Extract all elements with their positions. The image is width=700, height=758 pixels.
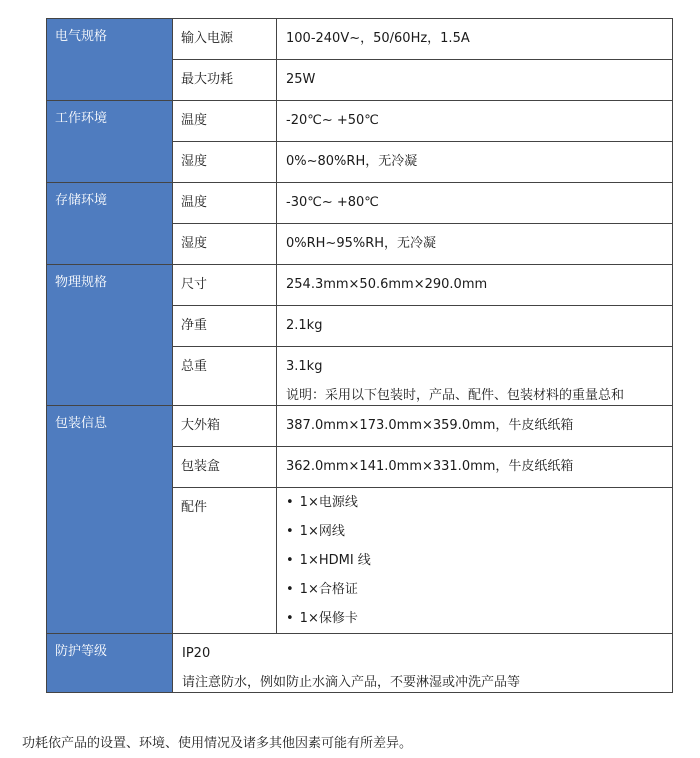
list-item: • 1×HDMI 线 — [286, 546, 672, 575]
category-electrical: 电气规格 — [47, 19, 173, 101]
row-value: -30℃~ +80℃ — [277, 183, 673, 224]
footnote: 功耗依产品的设置、环境、使用情况及诸多其他因素可能有所差异。 — [22, 736, 413, 751]
protection-note: 请注意防水，例如防止水滴入产品，不要淋湿或冲洗产品等 — [182, 675, 521, 690]
row-value: 0%~80%RH，无冷凝 — [277, 142, 673, 183]
row-value: 387.0mm×173.0mm×359.0mm，牛皮纸纸箱 — [277, 406, 673, 447]
gross-weight-note: 说明：采用以下包装时，产品、配件、包装材料的重量总和 — [286, 388, 625, 403]
protection-value — [173, 634, 673, 693]
row-value: 2.1kg — [277, 306, 673, 347]
gross-weight-value: 3.1kg — [286, 359, 323, 374]
table-row — [47, 101, 673, 142]
row-label — [173, 347, 277, 406]
category-physical: 物理规格 — [47, 265, 173, 406]
row-label: 大外箱 — [173, 406, 277, 447]
row-label-text: 总重 — [181, 359, 208, 374]
table-row — [47, 634, 673, 693]
list-item: • 1×合格证 — [286, 575, 672, 604]
row-value: 100-240V~，50/60Hz，1.5A — [277, 19, 673, 60]
row-label: 湿度 — [173, 224, 277, 265]
list-item: • 1×网线 — [286, 517, 672, 546]
row-label: 尺寸 — [173, 265, 277, 306]
row-value: 362.0mm×141.0mm×331.0mm，牛皮纸纸箱 — [277, 447, 673, 488]
row-label: 温度 — [173, 101, 277, 142]
protection-rating: IP20 — [182, 646, 211, 661]
category-packaging: 包装信息 — [47, 406, 173, 634]
row-value: 25W — [277, 60, 673, 101]
row-label: 最大功耗 — [173, 60, 277, 101]
category-storage-env: 存储环境 — [47, 183, 173, 265]
row-label: 包装盒 — [173, 447, 277, 488]
row-label: 温度 — [173, 183, 277, 224]
table-row — [47, 19, 673, 60]
row-label: 配件 — [173, 488, 277, 634]
accessories-list — [277, 488, 673, 634]
list-item: • 1×电源线 — [286, 488, 672, 517]
category-working-env: 工作环境 — [47, 101, 173, 183]
spec-table — [46, 18, 673, 693]
row-value: -20℃~ +50℃ — [277, 101, 673, 142]
row-label: 净重 — [173, 306, 277, 347]
row-label: 输入电源 — [173, 19, 277, 60]
row-value: 254.3mm×50.6mm×290.0mm — [277, 265, 673, 306]
list-item: • 1×保修卡 — [286, 604, 672, 633]
table-row — [47, 183, 673, 224]
category-protection: 防护等级 — [47, 634, 173, 693]
table-row — [47, 265, 673, 306]
table-row — [47, 406, 673, 447]
row-value: 0%RH~95%RH，无冷凝 — [277, 224, 673, 265]
row-label: 湿度 — [173, 142, 277, 183]
row-value — [277, 347, 673, 406]
